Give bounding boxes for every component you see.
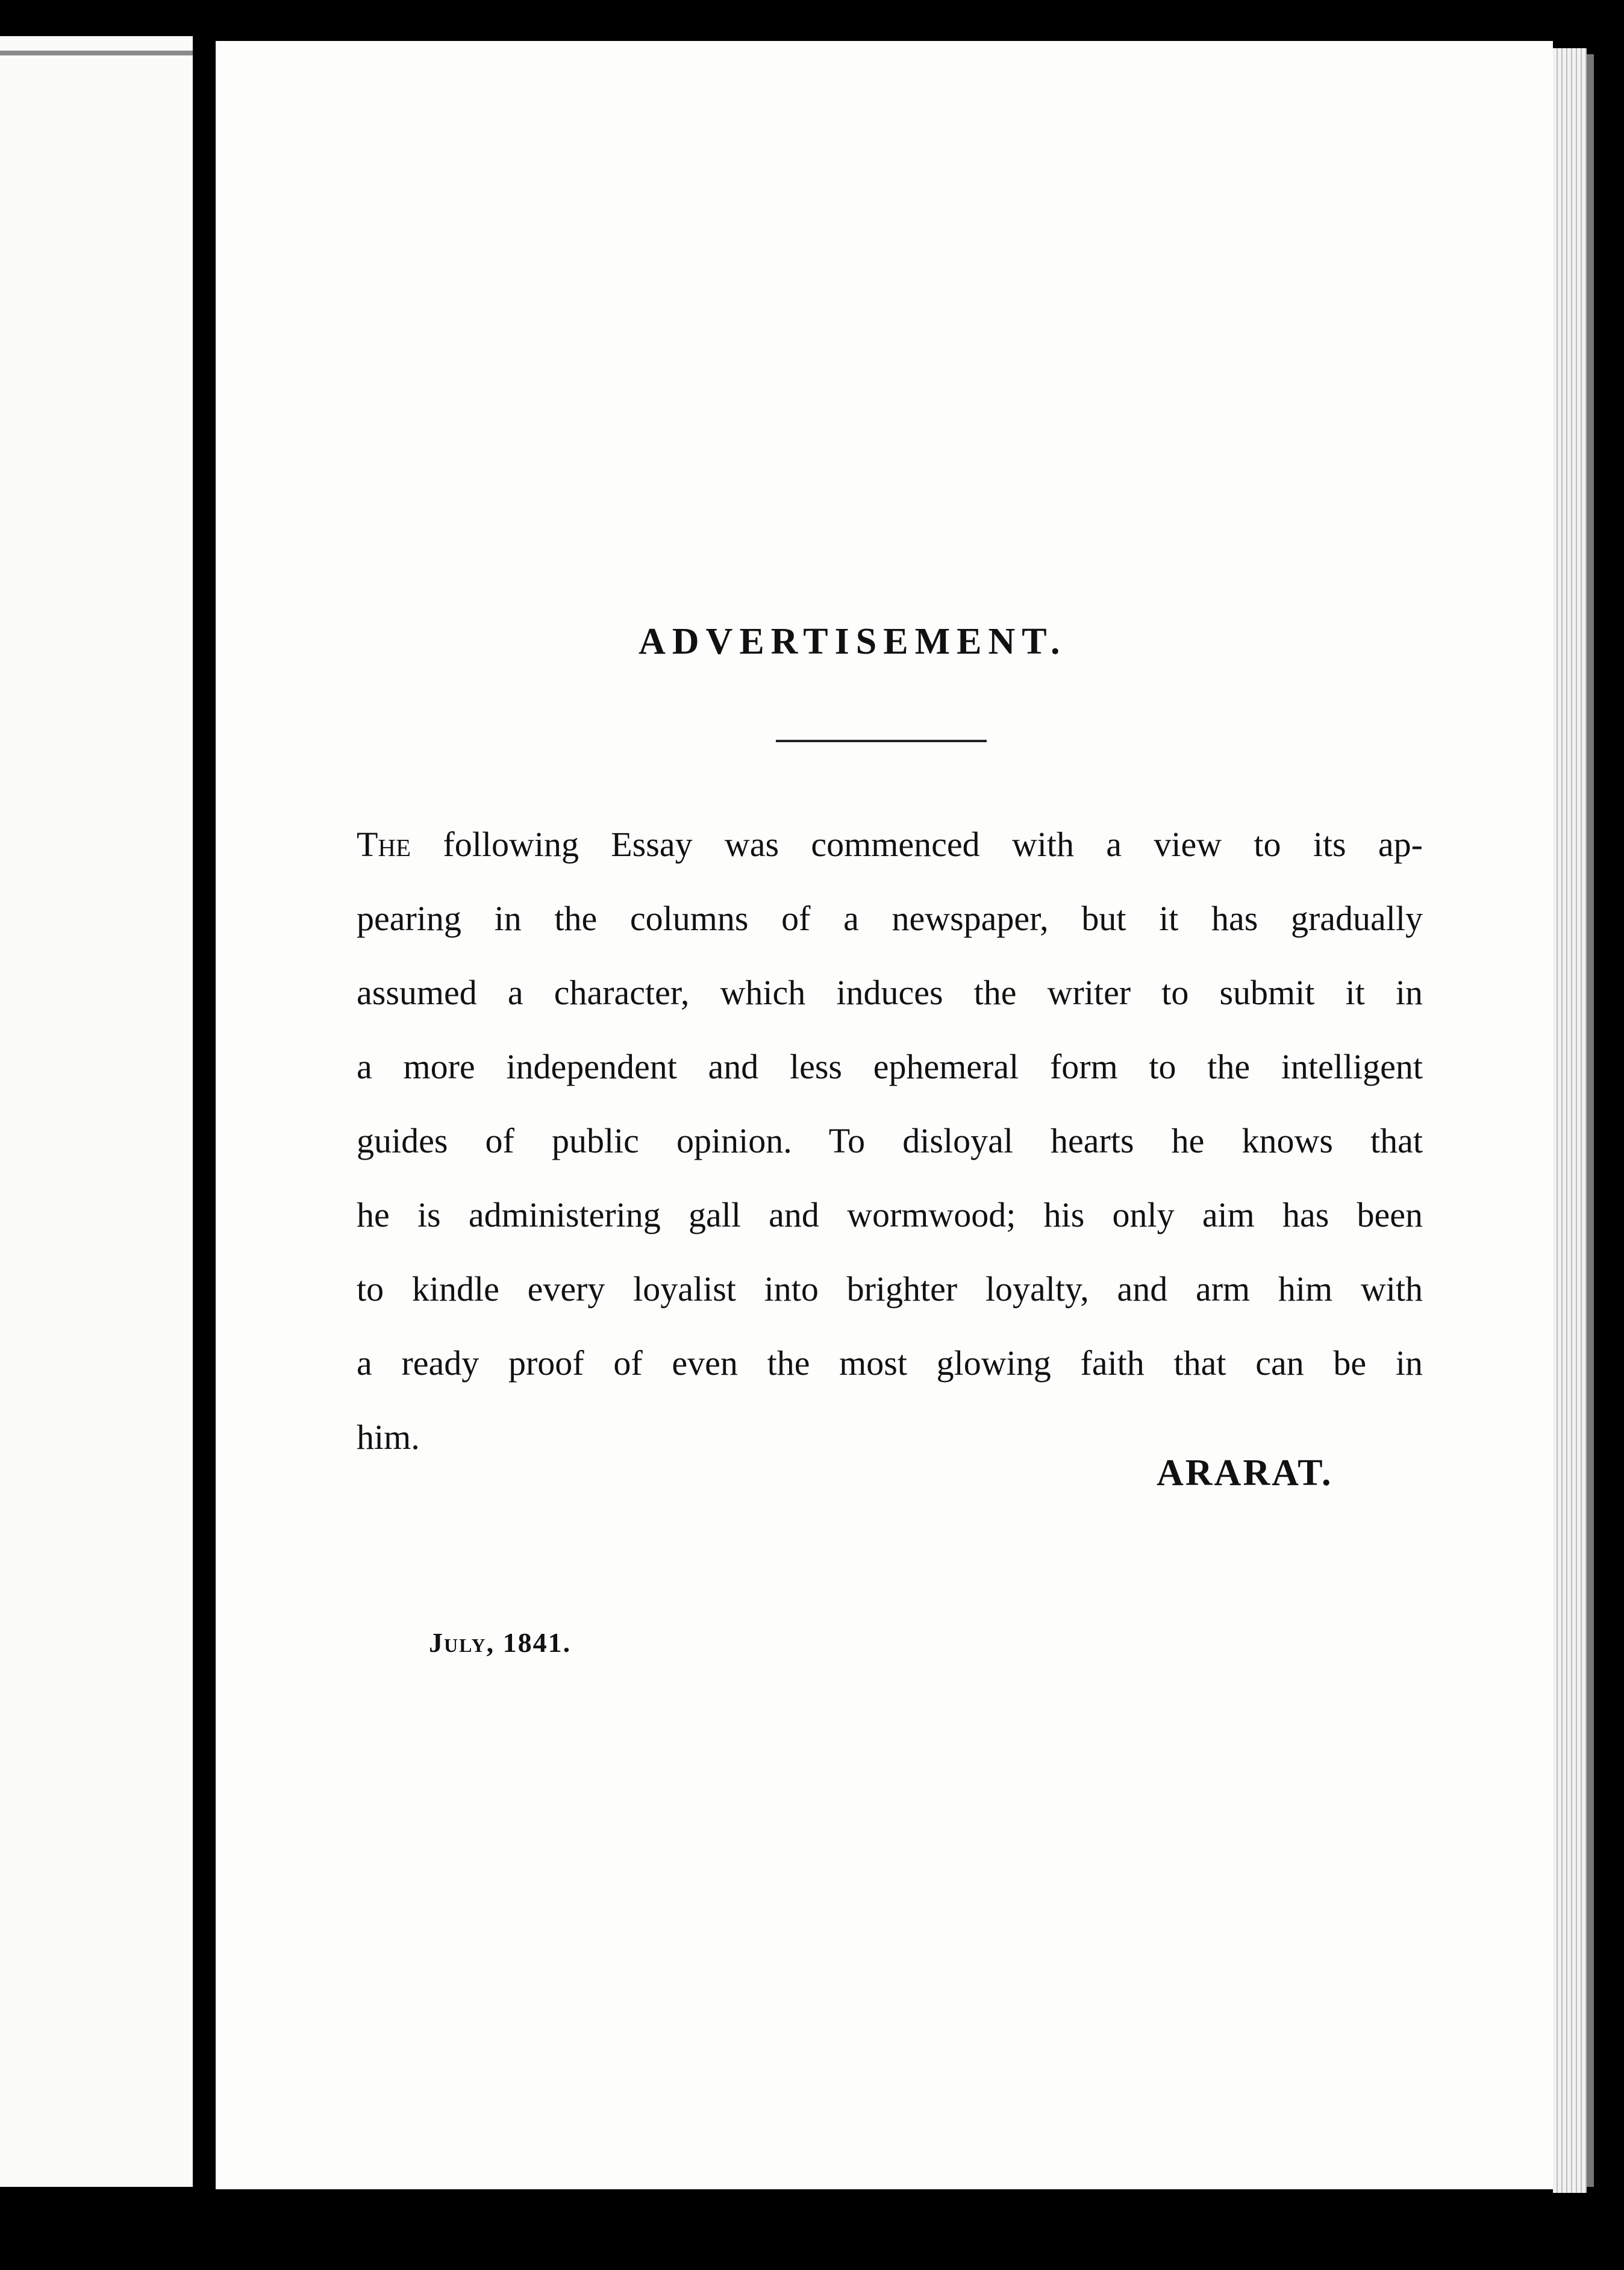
page-stack-edge: [1553, 48, 1587, 2193]
body-line: a ready proof of even the most glowing faith that can be in: [357, 1343, 1423, 1383]
facing-page: [0, 36, 193, 2187]
body-line: he is administering gall and wormwood; his only aim has been: [357, 1195, 1423, 1234]
advertisement-body: [357, 807, 1423, 1474]
title-rule: [776, 740, 987, 742]
page-title: ADVERTISEMENT.: [639, 621, 1067, 662]
body-line: to kindle every loyalist into brighter loyalty, and arm him with: [357, 1269, 1423, 1309]
body-line: a more independent and less ephemeral form to the intelligent: [357, 1047, 1423, 1086]
date-month: July: [429, 1627, 487, 1658]
body-line: The following Essay was commenced with a view to its ap-: [357, 825, 1423, 864]
date-year: , 1841.: [486, 1627, 572, 1658]
facing-page-edge: [0, 51, 193, 55]
book-cover-edge: [1587, 54, 1594, 2187]
body-line: pearing in the columns of a newspaper, but it has gradually: [357, 899, 1423, 938]
dateline: [429, 1627, 571, 1659]
body-line: him.: [357, 1418, 420, 1457]
body-line: assumed a character, which induces the writer to submit it in: [357, 973, 1423, 1012]
body-line: guides of public opinion. To disloyal hearts he knows that: [357, 1121, 1423, 1160]
author-signature: ARARAT.: [1157, 1452, 1333, 1493]
drop-word: The: [357, 825, 411, 864]
